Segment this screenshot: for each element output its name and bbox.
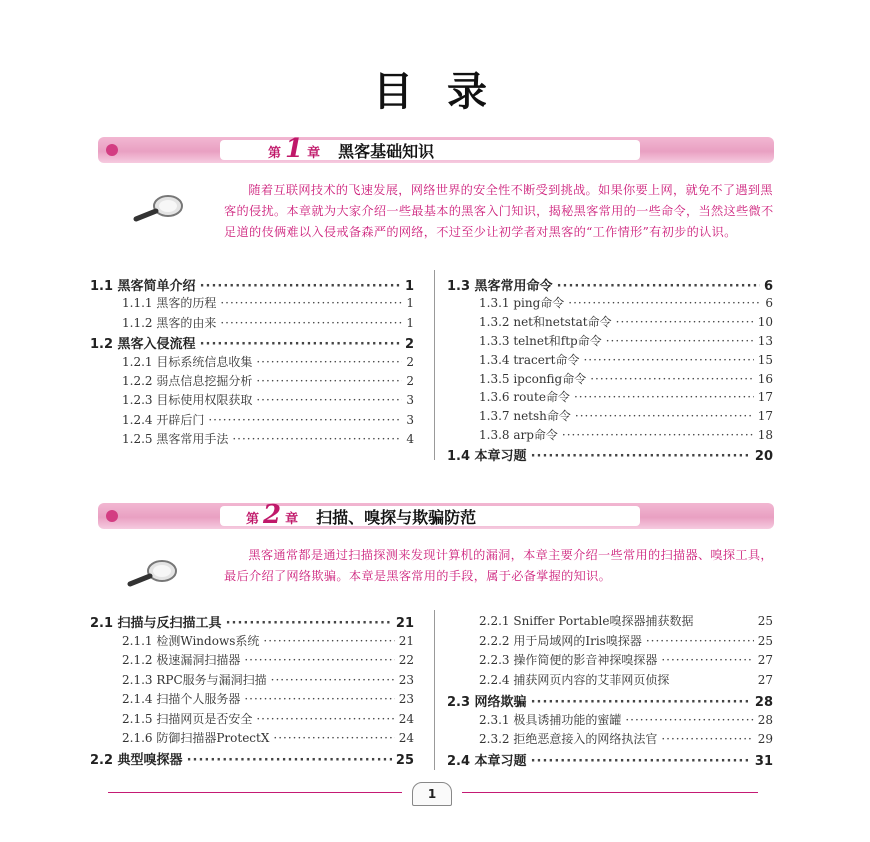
toc-leader-dots <box>590 372 753 386</box>
toc-entry-title: 2.3 网络欺骗 <box>447 694 527 710</box>
toc-subsection <box>479 370 773 387</box>
toc-leader-dots <box>200 337 401 352</box>
toc-section <box>447 750 773 769</box>
toc-leader-dots <box>208 413 402 427</box>
toc-entry-title: 1.2.4 开辟后门 <box>122 412 205 427</box>
toc-page-number: 13 <box>757 333 773 348</box>
chapter-1-banner <box>98 134 774 164</box>
toc-section <box>447 275 773 294</box>
toc-leader-dots <box>583 353 753 367</box>
toc-leader-dots <box>220 296 402 310</box>
toc-entry-title: 1.1 黑客简单介绍 <box>90 279 196 294</box>
chapter-1-heading <box>268 134 435 164</box>
toc-leader-dots <box>575 409 754 423</box>
toc-subsection <box>479 651 773 668</box>
toc-entry-title: 2.2.3 操作简便的影音神探嗅探器 <box>479 653 658 668</box>
toc-entry-title: 1.1.2 黑客的由来 <box>122 315 217 330</box>
toc-page-number: 27 <box>757 673 773 688</box>
toc-subsection <box>479 388 773 405</box>
toc-page-number: 20 <box>754 449 773 465</box>
toc-page-number: 10 <box>757 314 773 329</box>
chapter-number: 1 <box>285 134 304 164</box>
toc-entry-title: 1.3.8 arp命令 <box>479 428 558 443</box>
toc-entry-title: 1.3.6 route命令 <box>479 390 570 405</box>
column-divider <box>434 610 435 770</box>
toc-entry-title: 2.1.4 扫描个人服务器 <box>122 692 241 706</box>
toc-subsection <box>479 351 773 368</box>
toc-entry-title: 2.1 扫描与反扫描工具 <box>90 616 222 631</box>
toc-leader-dots <box>562 428 754 442</box>
toc-entry-title: 2.2 典型嗅探器 <box>90 752 183 768</box>
toc-subsection <box>479 711 773 728</box>
toc-entry-title: 1.2.3 目标使用权限获取 <box>122 393 253 408</box>
toc-entry-title: 1.2.2 弱点信息挖掘分析 <box>122 374 253 388</box>
toc-subsection <box>122 314 414 331</box>
toc-page-number: 25 <box>757 633 773 648</box>
toc-page-number: 1 <box>406 296 414 311</box>
toc-subsection <box>122 372 414 389</box>
toc-page-number: 3 <box>406 393 414 408</box>
toc-page-number: 28 <box>757 712 773 727</box>
toc-leader-dots <box>256 393 402 407</box>
toc-entry-title: 2.1.5 扫描网页是否安全 <box>122 711 253 726</box>
chapter-number: 2 <box>263 500 282 530</box>
toc-subsection <box>479 632 773 649</box>
toc-section <box>90 749 414 768</box>
toc-subsection <box>479 332 773 349</box>
toc-leader-dots <box>606 334 754 348</box>
toc-leader-dots <box>256 712 394 726</box>
toc-page-number: 23 <box>398 692 414 706</box>
toc-subsection <box>479 671 773 688</box>
toc-entry-title: 1.2.1 目标系统信息收集 <box>122 354 253 369</box>
toc-leader-dots <box>226 616 392 631</box>
toc-entry-title: 1.3 黑客常用命令 <box>447 279 553 294</box>
toc-page-number: 2 <box>406 354 414 369</box>
toc-entry-title: 2.2.2 用于局域网的Iris嗅探器 <box>479 633 642 648</box>
toc-section <box>90 333 414 352</box>
toc-section <box>447 445 773 464</box>
toc-leader-dots <box>531 695 751 710</box>
toc-subsection <box>122 710 414 727</box>
toc-page-number: 16 <box>757 371 773 386</box>
toc-page-number: 17 <box>757 390 773 405</box>
toc-page-number: 6 <box>763 279 773 294</box>
toc-entry-title: 2.1.6 防御扫描器ProtectX <box>122 731 270 745</box>
chapter-2-heading <box>246 500 477 530</box>
toc-page-number: 27 <box>757 653 773 668</box>
toc-page-number: 21 <box>398 633 414 648</box>
toc-subsection <box>479 612 773 629</box>
toc-page-number: 24 <box>398 731 414 745</box>
toc-entry-title: 1.1.1 黑客的历程 <box>122 296 217 311</box>
toc-page-number: 22 <box>398 653 414 667</box>
footer-rule-right <box>462 792 758 793</box>
toc-subsection <box>122 632 414 649</box>
page-number: 1 <box>412 782 452 806</box>
toc-page-number: 2 <box>406 374 414 388</box>
toc-leader-dots <box>271 673 395 687</box>
toc-subsection <box>122 690 414 707</box>
toc-page-number: 3 <box>406 412 414 427</box>
toc-leader-dots <box>568 296 761 310</box>
toc-subsection <box>122 294 414 311</box>
toc-leader-dots <box>256 374 402 388</box>
toc-subsection <box>479 313 773 330</box>
toc-page-number: 31 <box>754 753 773 769</box>
toc-subsection <box>479 294 773 311</box>
toc-page-number: 28 <box>754 694 773 710</box>
chapter-2-intro: 黑客通常都是通过扫描探测来发现计算机的漏洞，本章主要介绍一些常用的扫描器、嗅探工具，最后介绍了网络欺骗。本章是黑客常用的手段，属于必备掌握的知识。 <box>224 548 773 583</box>
toc-leader-dots <box>187 753 392 768</box>
column-divider <box>434 270 435 460</box>
toc-page-number: 23 <box>398 672 414 687</box>
page-title: 目 录 <box>373 69 497 115</box>
toc-entry-title: 2.4 本章习题 <box>447 753 527 769</box>
toc-leader-dots <box>256 355 402 369</box>
toc-entry-title: 1.3.4 tracert命令 <box>479 352 580 367</box>
toc-page-number: 25 <box>757 614 773 628</box>
magnifier-icon <box>130 186 190 226</box>
toc-subsection <box>122 353 414 370</box>
toc-page-number: 1 <box>406 315 414 330</box>
toc-page-number: 1 <box>404 279 414 294</box>
toc-entry-title: 2.3.1 极具诱捕功能的蜜罐 <box>479 712 622 727</box>
toc-entry-title: 2.2.1 Sniffer Portable嗅探器捕获数据 <box>479 614 694 628</box>
chapter-1-intro: 随着互联网技术的飞速发展，网络世界的安全性不断受到挑战。如果你要上网，就免不了遇到黑客的侵扰。本章就为大家介绍一些最基本的黑客入门知识，揭秘黑客常用的一些命令，当然这些微不足道的伎俩难以入侵戒备森严的网络，不过至少让初学者对黑客的“工作情形”有初步的认识。 <box>224 183 774 239</box>
toc-leader-dots <box>574 390 754 404</box>
toc-entry-title: 2.1.3 RPC服务与漏洞扫描 <box>122 672 267 687</box>
toc-page-number: 18 <box>757 428 773 443</box>
toc-subsection <box>479 426 773 443</box>
toc-subsection <box>479 730 773 747</box>
toc-subsection <box>122 671 414 688</box>
chapter-title: 黑客基础知识 <box>338 142 435 161</box>
chapter-2-banner <box>98 500 774 530</box>
toc-section <box>447 691 773 710</box>
toc-subsection <box>122 651 414 668</box>
toc-leader-dots <box>616 315 754 329</box>
toc-leader-dots <box>531 449 751 464</box>
chapter-suffix: 章 <box>307 146 321 161</box>
toc-page-number: 21 <box>395 616 414 631</box>
toc-page-number: 25 <box>395 752 414 768</box>
toc-leader-dots <box>263 634 394 648</box>
banner-dot-icon <box>106 510 118 522</box>
footer-rule-left <box>108 792 402 793</box>
toc-entry-title: 2.3.2 拒绝恶意接入的网络执法官 <box>479 732 658 747</box>
magnifier-icon <box>124 551 184 591</box>
toc-leader-dots <box>244 653 394 667</box>
toc-leader-dots <box>273 731 394 745</box>
toc-leader-dots <box>661 732 753 746</box>
toc-entry-title: 1.3.5 ipconfig命令 <box>479 371 587 386</box>
toc-leader-dots <box>232 432 402 446</box>
toc-entry-title: 1.4 本章习题 <box>447 449 527 465</box>
toc-entry-title: 1.3.1 ping命令 <box>479 295 565 310</box>
toc-page-number: 6 <box>765 295 773 310</box>
toc-leader-dots <box>625 713 753 727</box>
banner-dot-icon <box>106 144 118 156</box>
chapter-suffix: 章 <box>285 512 299 527</box>
toc-entry-title: 2.1.2 极速漏洞扫描器 <box>122 653 241 667</box>
toc-entry-title: 1.3.7 netsh命令 <box>479 409 571 424</box>
toc-subsection <box>122 430 414 447</box>
toc-leader-dots <box>220 316 402 330</box>
toc-page-number: 24 <box>398 711 414 726</box>
toc-leader-dots <box>557 279 760 294</box>
toc-entry-title: 1.2 黑客入侵流程 <box>90 337 196 353</box>
toc-subsection <box>479 407 773 424</box>
toc-section <box>90 612 414 631</box>
toc-page-number: 17 <box>757 409 773 424</box>
toc-page-number: 2 <box>404 337 414 353</box>
toc-section <box>90 275 414 294</box>
toc-leader-dots <box>661 653 753 667</box>
toc-entry-title: 1.3.3 telnet和ftp命令 <box>479 333 602 348</box>
toc-subsection <box>122 411 414 428</box>
toc-entry-title: 1.3.2 net和netstat命令 <box>479 314 612 329</box>
toc-entry-title: 2.1.1 检测Windows系统 <box>122 633 260 648</box>
chapter-title: 扫描、嗅探与欺骗防范 <box>316 508 477 527</box>
toc-page-number: 15 <box>757 352 773 367</box>
toc-leader-dots <box>200 279 401 294</box>
chapter-prefix: 第 <box>246 512 260 527</box>
toc-entry-title: 1.2.5 黑客常用手法 <box>122 432 229 447</box>
toc-subsection <box>122 729 414 746</box>
toc-page-number: 29 <box>757 732 773 747</box>
toc-leader-dots <box>646 634 754 648</box>
toc-leader-dots <box>244 692 394 706</box>
chapter-prefix: 第 <box>268 146 282 161</box>
toc-page-number: 4 <box>406 432 414 447</box>
toc-leader-dots <box>531 754 751 769</box>
toc-subsection <box>122 391 414 408</box>
toc-entry-title: 2.2.4 捕获网页内容的艾菲网页侦探 <box>479 673 670 688</box>
